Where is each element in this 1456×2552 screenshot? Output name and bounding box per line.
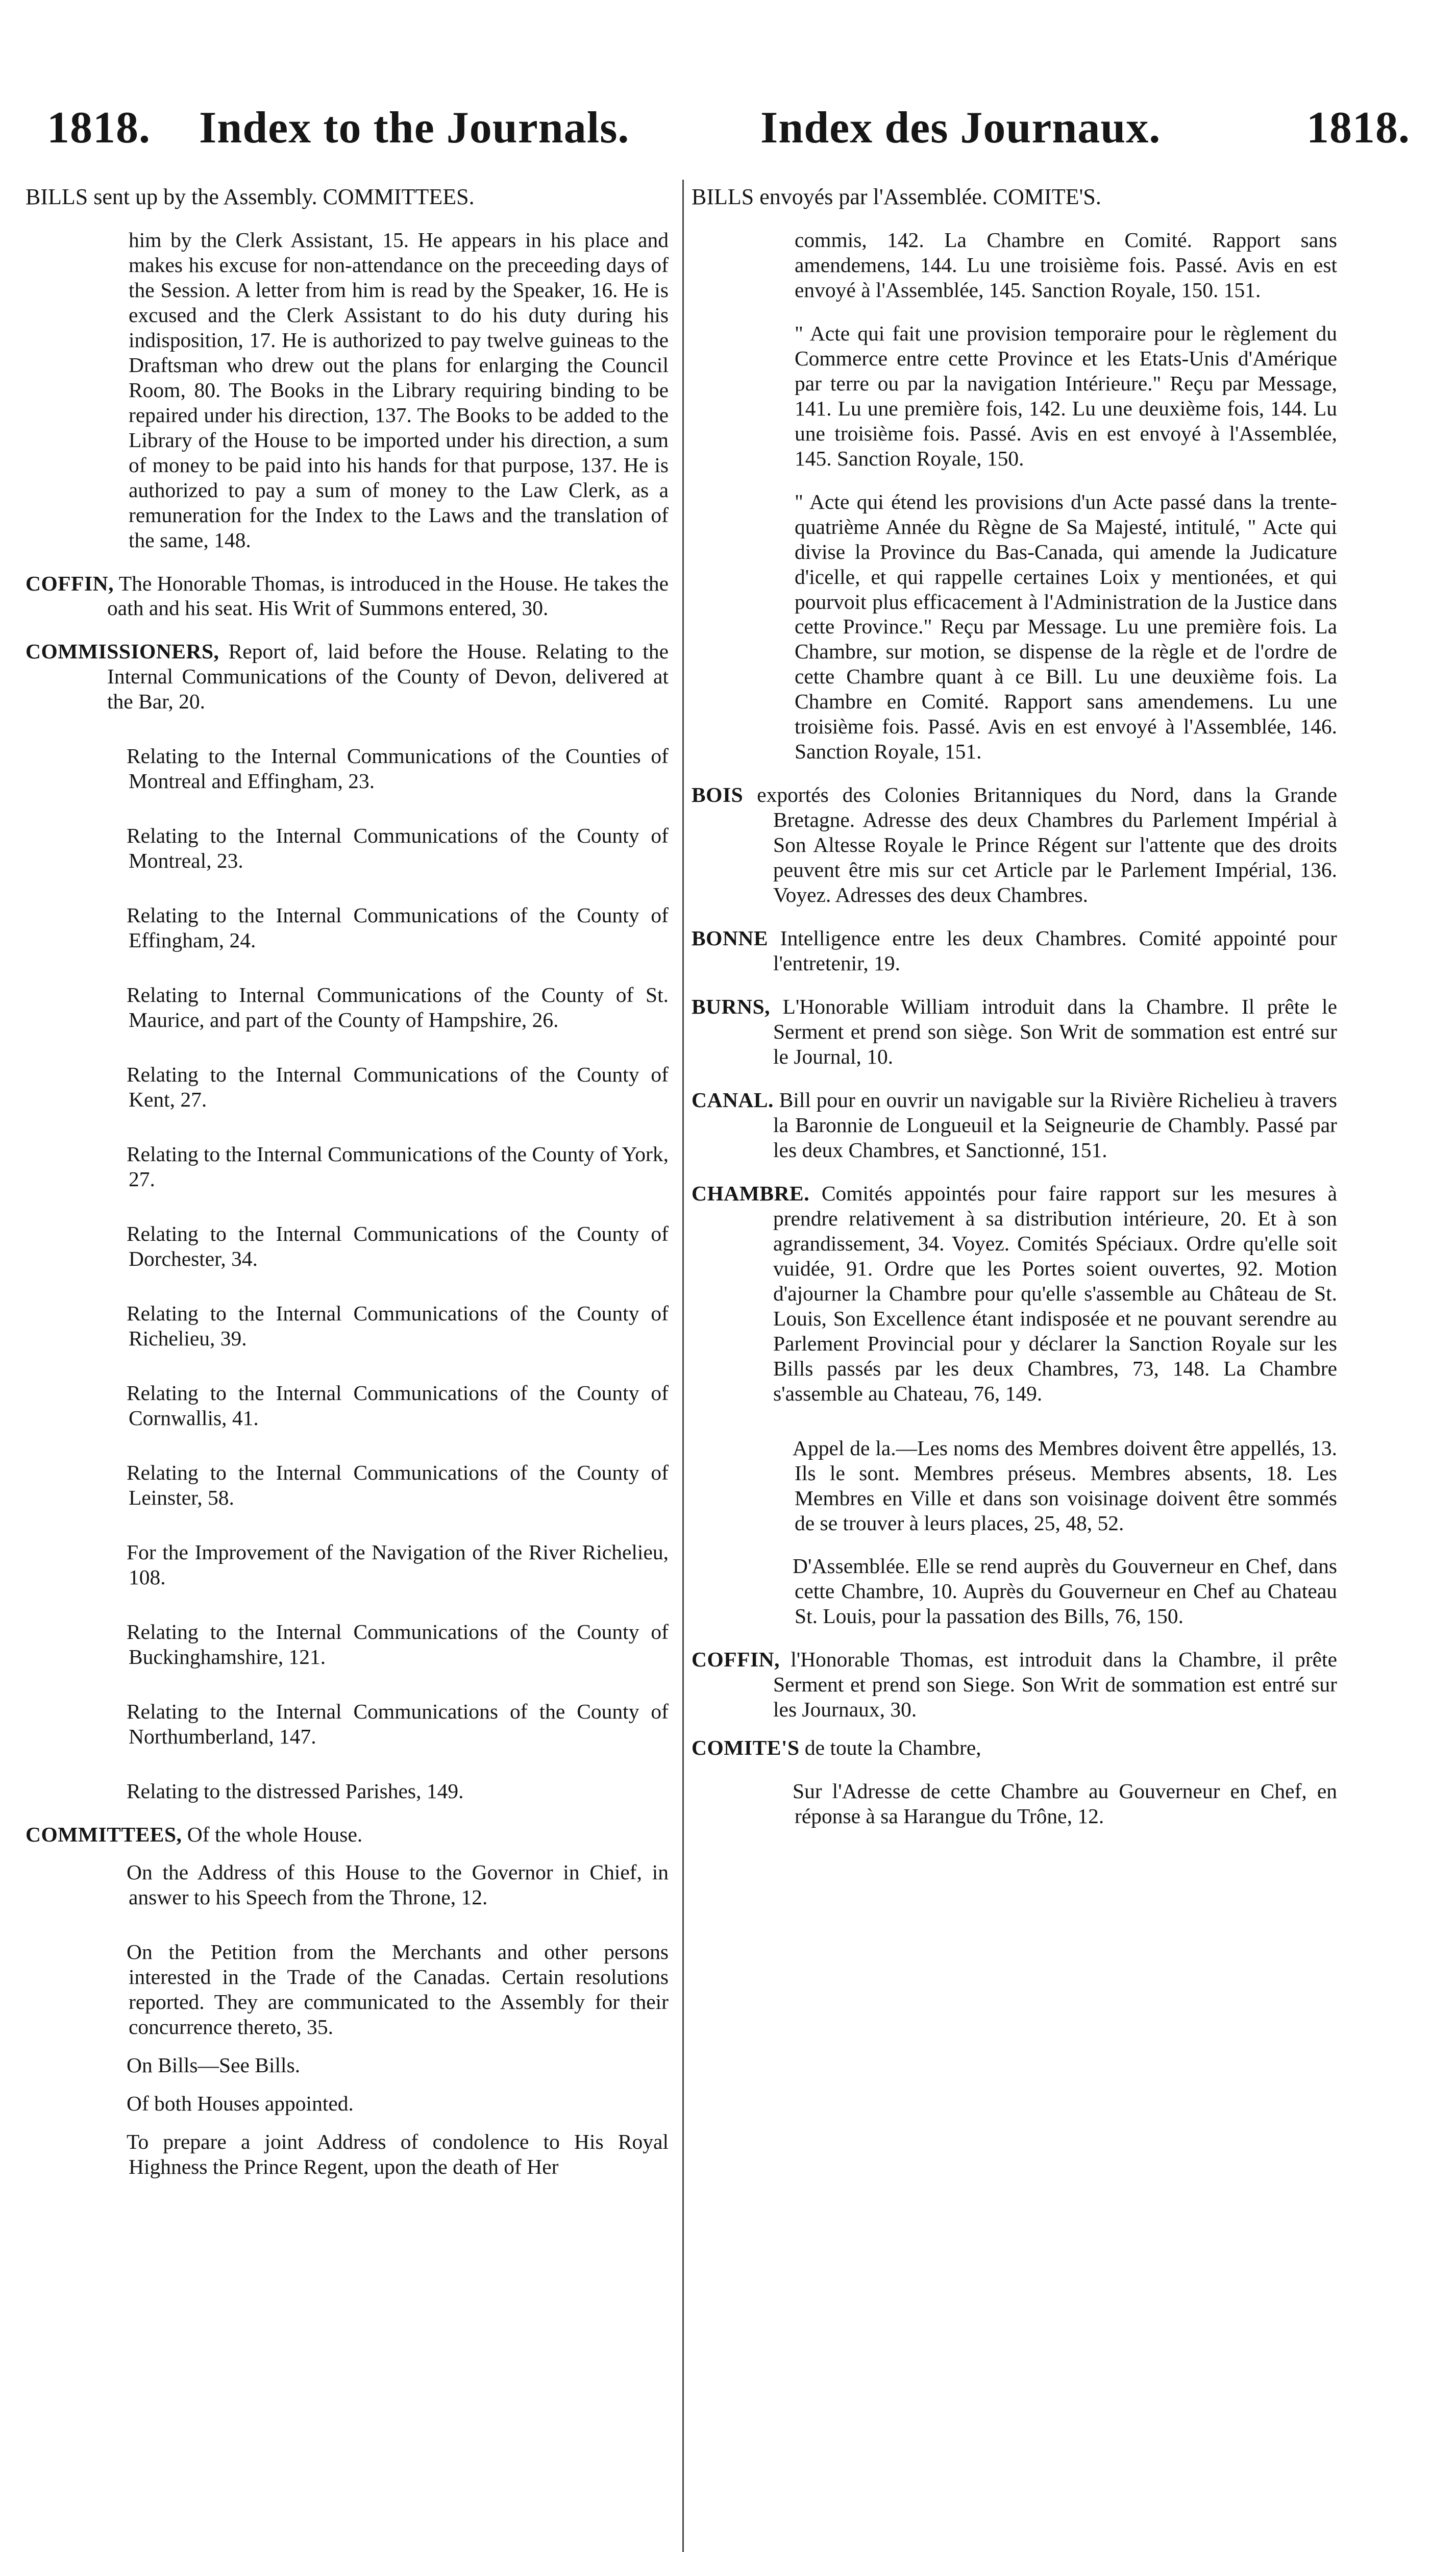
index-subentry: Of both Houses appointed.: [127, 2092, 354, 2116]
index-entry: him by the Clerk Assistant, 15. He appears in his place and makes his excuse for non-attendance on the preceeding days of the Session. A letter from him is read by the Speaker, 16. He is excused and the Clerk Assistant to do his duty during his indisposition, 17. He is authorized to pay twelve guineas to the Draftsman who drew out the plans for enlarging the Council Room, 80. The Books in the Library requiring binding to be repaired under his direction, 137. The Books to be added to the Library of the House to be imported under his direction, a sum of money to be paid into his hands for that purpose, 137. He is authorized to pay a sum of money to the Law Clerk, as a remuneration for the Index to the Laws and the translation of the same, 148.: [129, 228, 669, 552]
index-entry: COFFIN, The Honorable Thomas, is introduced in the House. He takes the oath and his seat. His Writ of Summons entered, 30.: [26, 571, 669, 620]
index-subentry: Relating to the Internal Communications of the County of York, 27.: [127, 1142, 669, 1191]
index-subentry: Relating to the Internal Communications of the Counties of Montreal and Effingham, 23.: [127, 744, 669, 793]
index-entry: CANAL. Bill pour en ouvrir un navigable sur la Rivière Richelieu à travers la Baronnie de Longueuil et la Seigneurie de Chambly. Passé par les deux Chambres, et Sanctionné, 151.: [692, 1088, 1337, 1162]
index-entry: commis, 142. La Chambre en Comité. Rapport sans amendemens, 144. Lu une troisième fois. Passé. Avis en est envoyé à l'Assemblée, 145. Sanction Royale, 150. 151.: [795, 228, 1337, 302]
entry-headword: CHAMBRE.: [692, 1181, 810, 1205]
french-column: [692, 184, 1337, 1829]
index-subentry: Relating to the Internal Communications of the County of Kent, 27.: [127, 1063, 669, 1112]
index-subentry: To prepare a joint Address of condolence to His Royal Highness the Prince Regent, upon the death of Her: [127, 2130, 669, 2179]
index-subentry: On Bills—See Bills.: [127, 2053, 301, 2077]
index-subentry: Sur l'Adresse de cette Chambre au Gouverneur en Chef, en réponse à sa Harangue du Trône, 12.: [793, 1779, 1337, 1828]
french-column-heading: BILLS envoyés par l'Assemblée. COMITE'S.: [692, 184, 1101, 209]
index-subentry: Relating to the Internal Communications of the County of Buckinghamshire, 121.: [127, 1619, 669, 1668]
index-entry: COMITE'S de toute la Chambre,: [692, 1736, 981, 1760]
index-entry: CHAMBRE. Comités appointés pour faire rapport sur les mesures à prendre relativement à sa distribution intérieure, 20. Et à son agrandissement, 34. Voyez. Comités Spéciaux. Ordre qu'elle soit vuidée, 91. Ordre que les Portes soient ouvertes, 92. Motion d'ajourner la Chambre pour qu'elle s'assemble au Château de St. Louis, Son Excellence étant indisposée et ne pouvant serendre au Parlement Provincial pour y déclarer la Sanction Royale sur les Bills passés par les deux Chambres, 73, 148. La Chambre s'assemble au Chateau, 76, 149.: [692, 1181, 1338, 1405]
index-entry: COMMITTEES, Of the whole House.: [26, 1822, 363, 1846]
header-year-right: 1818.: [1306, 103, 1410, 153]
entry-headword: COMMITTEES,: [26, 1822, 182, 1846]
page-header: [26, 102, 1430, 168]
entry-headword: BONNE: [692, 926, 769, 950]
index-subentry: On the Address of this House to the Governor in Chief, in answer to his Speech from the Throne, 12.: [127, 1860, 669, 1909]
index-subentry: " Acte qui étend les provisions d'un Acte passé dans la trente-quatrième Année du Règne de Sa Majesté, intitulé, " Acte qui divise la Province du Bas-Canada, qui amende la Judicature d'icelle, et qui rappelle certaines Loix y mentionées, et qui pourvoit plus efficacement à l'Administration de la Justice dans cette Province." Reçu par Message. Lu une première fois. La Chambre, sur motion, se dispense de la règle et de l'ordre de cette Chambre quant à ce Bill. Lu une deuxième fois. La Chambre en Comité. Rapport sans amendemens. Lu une troisième fois. Passé. Avis en est envoyé à l'Assemblée, 146. Sanction Royale, 151.: [795, 489, 1337, 764]
entry-headword: BOIS: [692, 783, 744, 807]
index-subentry: D'Assemblée. Elle se rend auprès du Gouverneur en Chef, dans cette Chambre, 10. Auprès du Gouverneur en Chef au Chateau St. Louis, pour la passation des Bills, 76, 150.: [793, 1554, 1337, 1628]
index-subentry: On the Petition from the Merchants and other persons interested in the Trade of the Canadas. Certain resolutions reported. They are communicated to the Assembly for their concurrence thereto, 35.: [127, 1940, 669, 2039]
index-entry: COFFIN, l'Honorable Thomas, est introduit dans la Chambre, il prête Serment et prend son Siege. Son Writ de sommation est entré sur les Journaux, 30.: [692, 1648, 1338, 1722]
index-subentry: Relating to the distressed Parishes, 149.: [127, 1779, 464, 1803]
index-subentry: " Acte qui fait une provision temporaire pour le règlement du Commerce entre cette Province et les Etats-Unis d'Amérique par terre ou par la navigation Intérieure." Reçu par Message, 141. Lu une première fois, 142. Lu une deuxième fois, 144. Lu une troisième fois. Passé. Avis en est envoyé à l'Assemblée, 145. Sanction Royale, 150.: [795, 321, 1337, 470]
index-entry: BURNS, L'Honorable William introduit dans la Chambre. Il prête le Serment et prend son siège. Son Writ de sommation est entré sur le Journal, 10.: [692, 995, 1338, 1068]
index-subentry: Relating to the Internal Communications of the County of Cornwallis, 41.: [127, 1381, 669, 1430]
index-subentry: Appel de la.—Les noms des Membres doivent être appellés, 13. Ils le sont. Membres préseus. Membres absents, 18. Les Membres en Ville et dans son voisinage doivent être sommés de se trouver à leurs places, 25, 48, 52.: [793, 1436, 1337, 1535]
index-subentry: Relating to Internal Communications of the County of St. Maurice, and part of the County of Hampshire, 26.: [127, 983, 669, 1032]
index-subentry: Relating to the Internal Communications of the County of Richelieu, 39.: [127, 1301, 669, 1350]
index-entry: BONNE Intelligence entre les deux Chambres. Comité appointé pour l'entretenir, 19.: [692, 926, 1338, 975]
index-entry: BOIS exportés des Colonies Britanniques du Nord, dans la Grande Bretagne. Adresse des deux Chambres du Parlement Impérial à Son Altesse Royale le Prince Régent sur l'attente que des droits peuvent être mis sur cet Article par le Parlement Impérial, 136. Voyez. Adresses des deux Chambres.: [692, 783, 1337, 907]
header-title-french: Index des Journaux.: [760, 103, 1161, 153]
entry-headword: COMMISSIONERS,: [26, 640, 219, 664]
entry-headword: BURNS,: [692, 995, 771, 1019]
english-column: [26, 184, 669, 2179]
english-column-heading: BILLS sent up by the Assembly. COMMITTEES.: [26, 184, 475, 209]
index-subentry: Relating to the Internal Communications of the County of Leinster, 58.: [127, 1460, 669, 1509]
entry-headword: COFFIN,: [692, 1648, 780, 1672]
index-subentry: Relating to the Internal Communications of the County of Dorchester, 34.: [127, 1221, 669, 1270]
entry-headword: COFFIN,: [26, 571, 114, 595]
column-divider: [682, 180, 684, 2552]
entry-headword: CANAL.: [692, 1088, 774, 1112]
index-subentry: Relating to the Internal Communications of the County of Northumberland, 147.: [127, 1699, 669, 1748]
index-subentry: Relating to the Internal Communications of the County of Effingham, 24.: [127, 903, 669, 952]
index-subentry: Relating to the Internal Communications of the County of Montreal, 23.: [127, 824, 669, 873]
entry-headword: COMITE'S: [692, 1736, 800, 1760]
index-entry: COMMISSIONERS, Report of, laid before the House. Relating to the Internal Communications of the County of Devon, delivered at the Bar, 20.: [26, 640, 669, 714]
header-year-left: 1818.: [47, 103, 151, 153]
header-title-english: Index to the Journals.: [199, 103, 630, 153]
index-subentry: For the Improvement of the Navigation of the River Richelieu, 108.: [127, 1540, 669, 1589]
